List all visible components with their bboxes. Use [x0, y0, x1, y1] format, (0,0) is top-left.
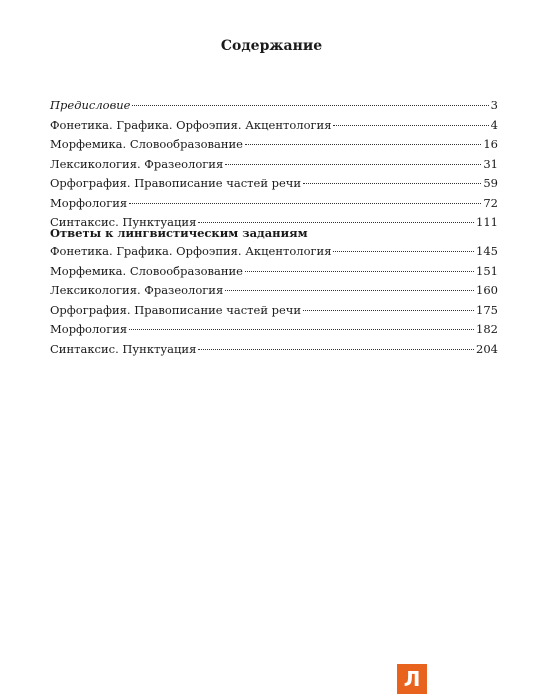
- answers-contents: [50, 224, 498, 359]
- toc-entry-label: Синтаксис. Пунктуация: [50, 215, 197, 229]
- toc-entry-label: Морфемика. Словообразование: [50, 137, 243, 151]
- dot-leader: [225, 290, 474, 291]
- toc-page-number: 31: [483, 156, 498, 171]
- dot-leader: [129, 329, 474, 330]
- toc-entry-label: Лексикология. Фразеология: [50, 283, 224, 297]
- toc-row-phonetics[interactable]: [50, 116, 498, 136]
- table-of-contents: [50, 96, 498, 233]
- toc-page-number: 151: [476, 263, 498, 278]
- toc-page-number: 59: [483, 176, 498, 190]
- toc-row-answers-morphemics[interactable]: [50, 262, 498, 282]
- toc-page-number: 4: [490, 117, 498, 132]
- toc-page-number: 204: [476, 341, 498, 356]
- toc-page-number: 182: [476, 322, 498, 336]
- dot-leader: [245, 271, 474, 272]
- toc-page-number: 72: [483, 195, 498, 210]
- toc-row-morphology[interactable]: [50, 194, 498, 214]
- toc-row-preface[interactable]: [50, 96, 498, 116]
- toc-page-number: 111: [476, 215, 498, 229]
- toc-page-number: 145: [476, 244, 498, 258]
- toc-entry-label: Морфемика. Словообразование: [50, 263, 243, 278]
- answers-heading: Ответы к лингвистическим заданиям: [50, 226, 308, 240]
- toc-row-morphemics[interactable]: [50, 135, 498, 155]
- toc-entry-label: Фонетика. Графика. Орфоэпия. Акцентология: [50, 117, 332, 132]
- dot-leader: [245, 144, 481, 145]
- page-title: Содержание: [220, 38, 323, 54]
- toc-row-answers-syntax[interactable]: [50, 340, 498, 360]
- logo-letter: Л: [403, 667, 421, 691]
- toc-row-answers-orthography[interactable]: [50, 301, 498, 321]
- toc-entry-label: Морфология: [50, 195, 128, 210]
- publisher-logo-icon: [397, 664, 427, 694]
- dot-leader: [198, 349, 474, 350]
- dot-leader: [333, 125, 488, 126]
- dot-leader: [129, 203, 481, 204]
- toc-entry-label: Орфография. Правописание частей речи: [50, 302, 302, 317]
- toc-row-answers-morphology[interactable]: [50, 320, 498, 340]
- toc-entry-label: Лексикология. Фразеология: [50, 156, 224, 171]
- dot-leader: [333, 251, 474, 252]
- toc-row-answers-lexicology[interactable]: [50, 281, 498, 301]
- toc-row-answers-phonetics[interactable]: [50, 242, 498, 262]
- toc-page-number: 16: [483, 137, 498, 151]
- dot-leader: [198, 222, 474, 223]
- toc-entry-label: Орфография. Правописание частей речи: [50, 176, 302, 190]
- dot-leader: [225, 164, 481, 165]
- dot-leader: [303, 310, 474, 311]
- toc-entry-label: Морфология: [50, 322, 128, 336]
- toc-row-orthography[interactable]: [50, 174, 498, 194]
- dot-leader: [303, 183, 481, 184]
- toc-row-lexicology[interactable]: [50, 155, 498, 175]
- toc-entry-label: Синтаксис. Пунктуация: [50, 341, 197, 356]
- toc-page-number: 175: [476, 302, 498, 317]
- toc-page-number: 3: [490, 98, 498, 112]
- toc-entry-label: Фонетика. Графика. Орфоэпия. Акцентология: [50, 244, 332, 258]
- toc-page-number: 160: [476, 283, 498, 297]
- toc-entry-label: Предисловие: [50, 98, 131, 112]
- dot-leader: [132, 105, 488, 106]
